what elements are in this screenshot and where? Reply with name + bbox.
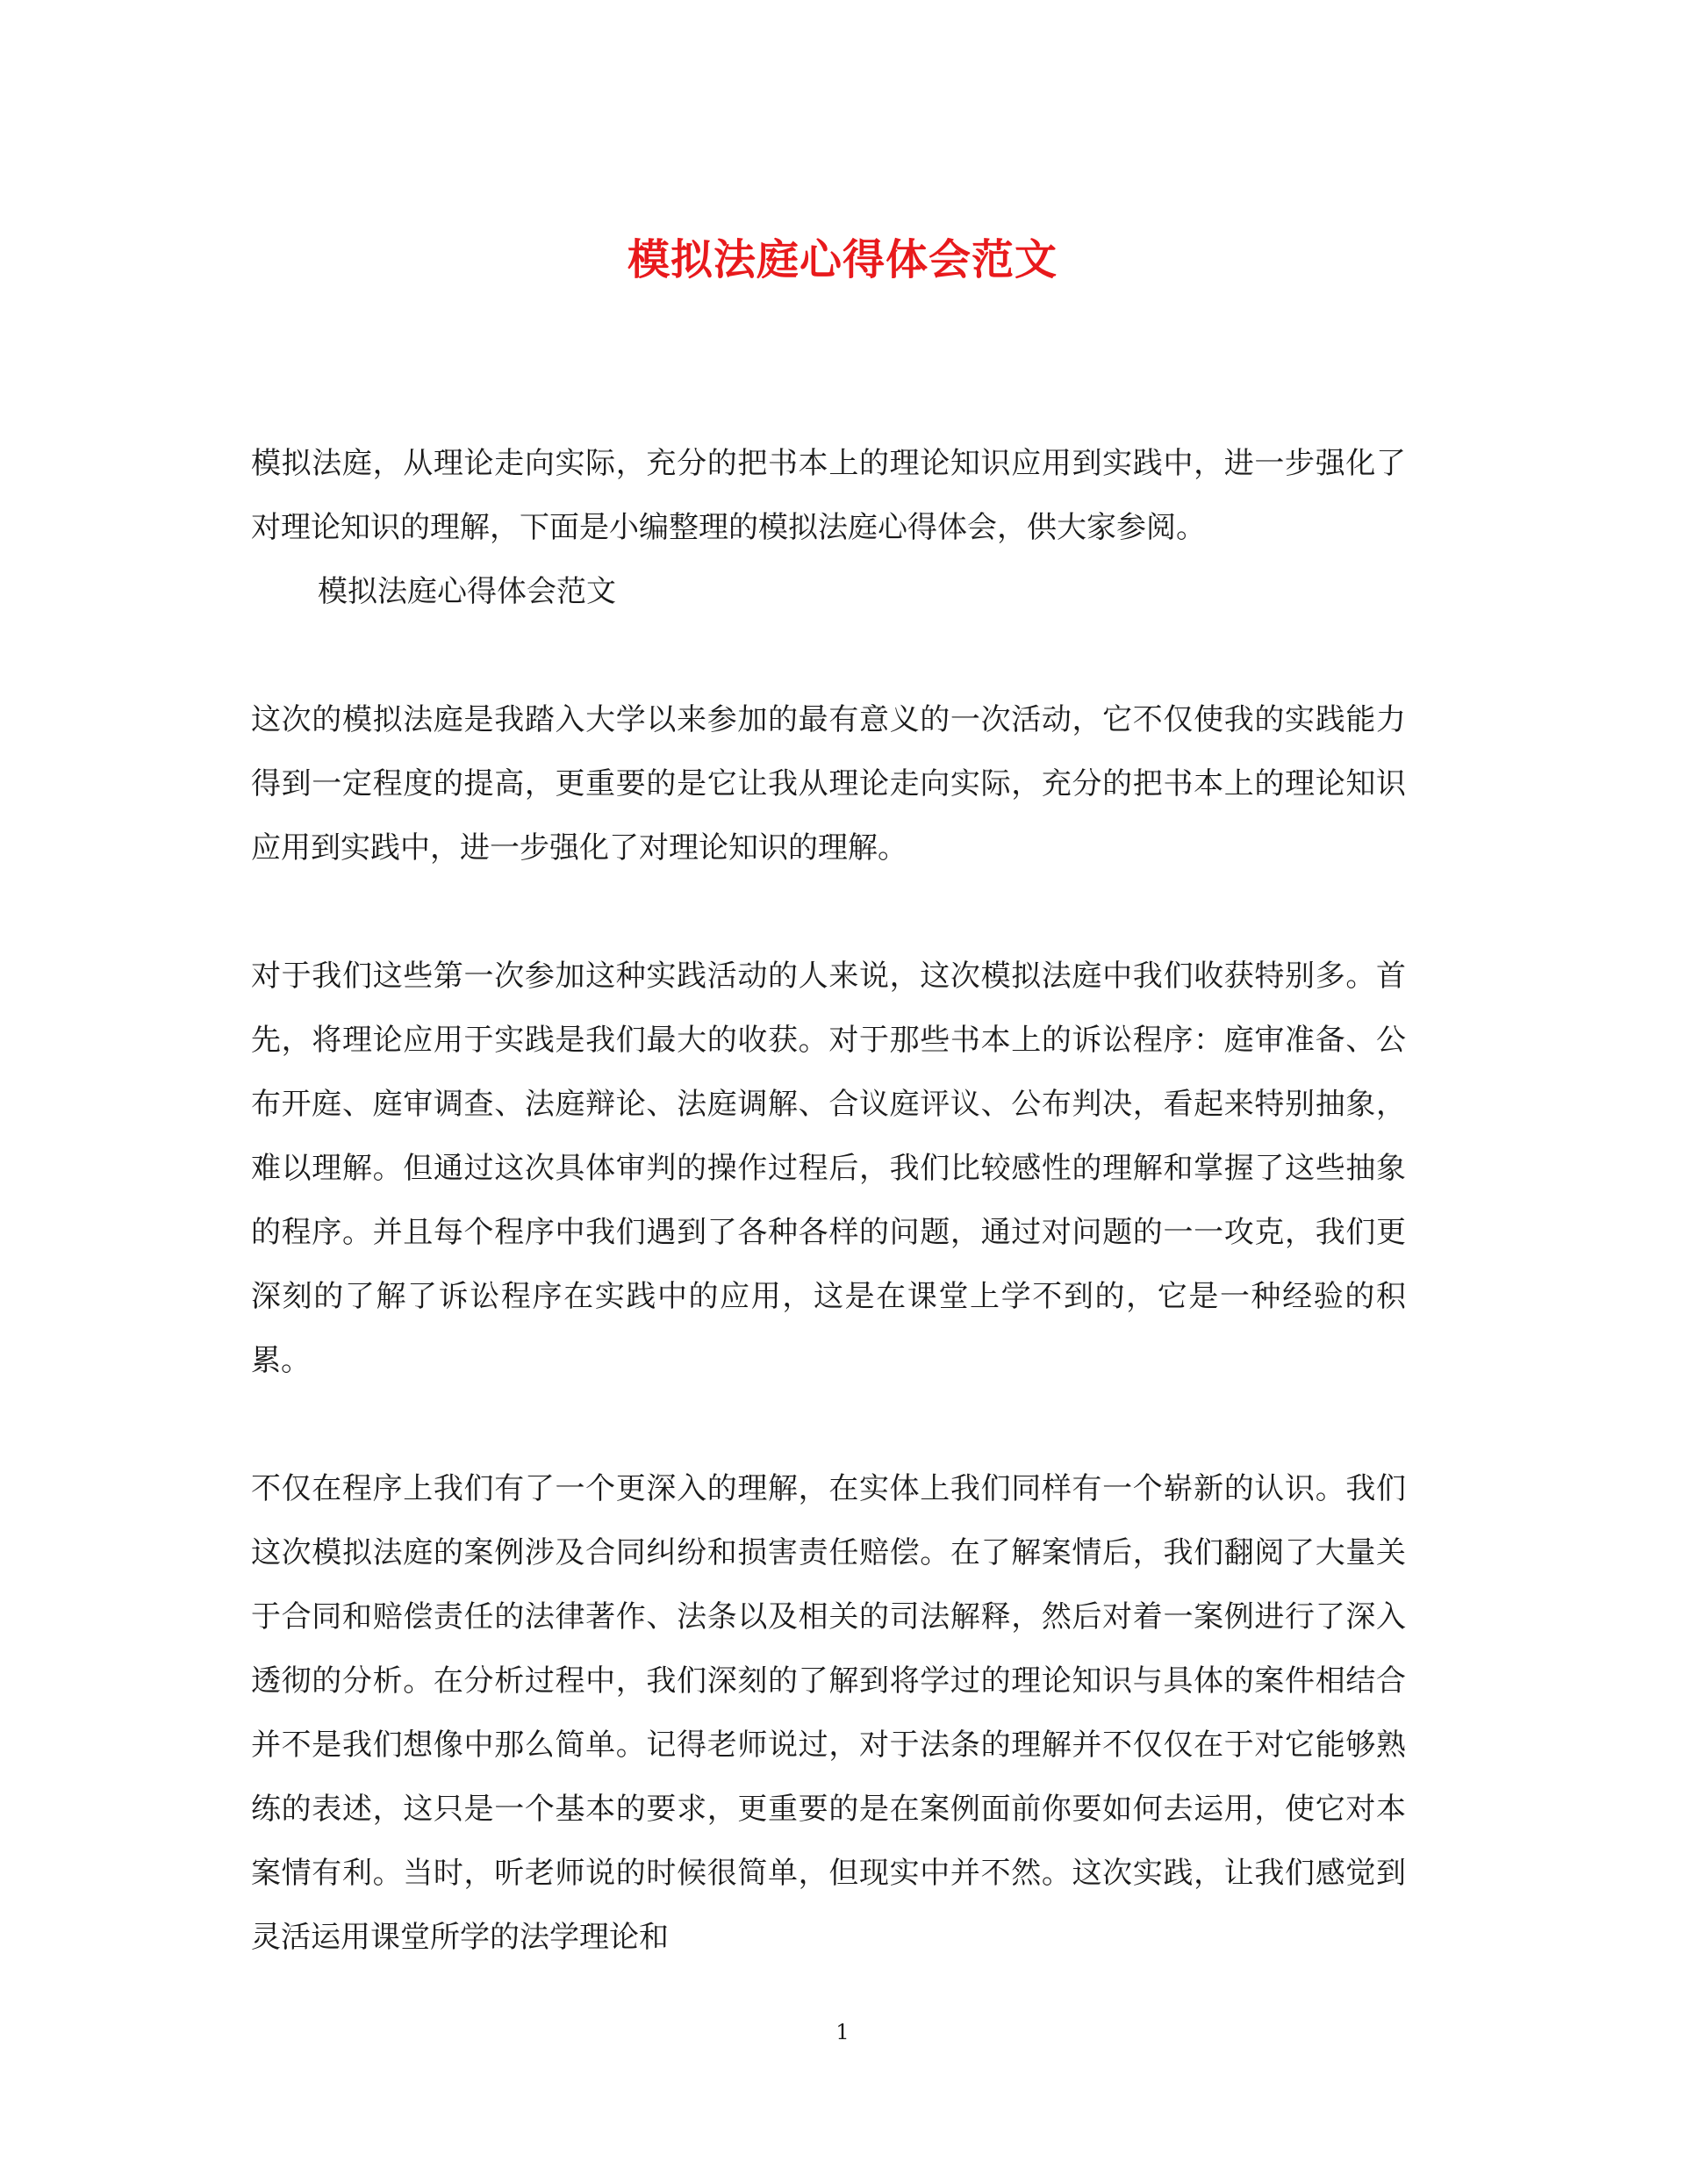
- body-paragraph: 对于我们这些第一次参加这种实践活动的人来说，这次模拟法庭中我们收获特别多。首先，将理论应用于实践是我们最大的收获。对于那些书本上的诉讼程序：庭审准备、公布开庭、庭审调查、法庭辩论、法庭调解、合议庭评议、公布判决，看起来特别抽象，难以理解。但通过这次具体审判的操作过程后，我们比较感性的理解和掌握了这些抽象的程序。并且每个程序中我们遇到了各种各样的问题，通过对问题的一一攻克，我们更深刻的了解了诉讼程序在实践中的应用，这是在课堂上学不到的，它是一种经验的积累。: [251, 959, 1406, 1378]
- paragraph-gap: [251, 624, 1406, 688]
- body-paragraph: 不仅在程序上我们有了一个更深入的理解，在实体上我们同样有一个崭新的认识。我们这次模拟法庭的案例涉及合同纠纷和损害责任赔偿。在了解案情后，我们翻阅了大量关于合同和赔偿责任的法律著作、法条以及相关的司法解释，然后对着一案例进行了深入透彻的分析。在分析过程中，我们深刻的了解到将学过的理论知识与具体的案件相结合并不是我们想像中那么简单。记得老师说过，对于法条的理解并不仅仅在于对它能够熟练的表述，这只是一个基本的要求，更重要的是在案例面前你要如何去运用，使它对本案情有利。当时，听老师说的时候很简单，但现实中并不然。这次实践，让我们感觉到灵活运用课堂所学的法学理论和: [251, 1471, 1406, 1955]
- paragraph-gap: [251, 1393, 1406, 1457]
- body-paragraph: 这次的模拟法庭是我踏入大学以来参加的最有意义的一次活动，它不仅使我的实践能力得到一定程度的提高，更重要的是它让我从理论走向实际，充分的把书本上的理论知识应用到实践中，进一步强化了对理论知识的理解。: [251, 702, 1406, 866]
- paragraph-gap: [251, 880, 1406, 945]
- page-number: 1: [835, 2020, 850, 2044]
- document-title: 模拟法庭心得体会范文: [627, 235, 1058, 284]
- document-body: [251, 432, 1406, 1970]
- section-subtitle: 模拟法庭心得体会范文: [318, 574, 616, 609]
- intro-paragraph: 模拟法庭，从理论走向实际，充分的把书本上的理论知识应用到实践中，进一步强化了对理论知识的理解，下面是小编整理的模拟法庭心得体会，供大家参阅。: [251, 446, 1406, 545]
